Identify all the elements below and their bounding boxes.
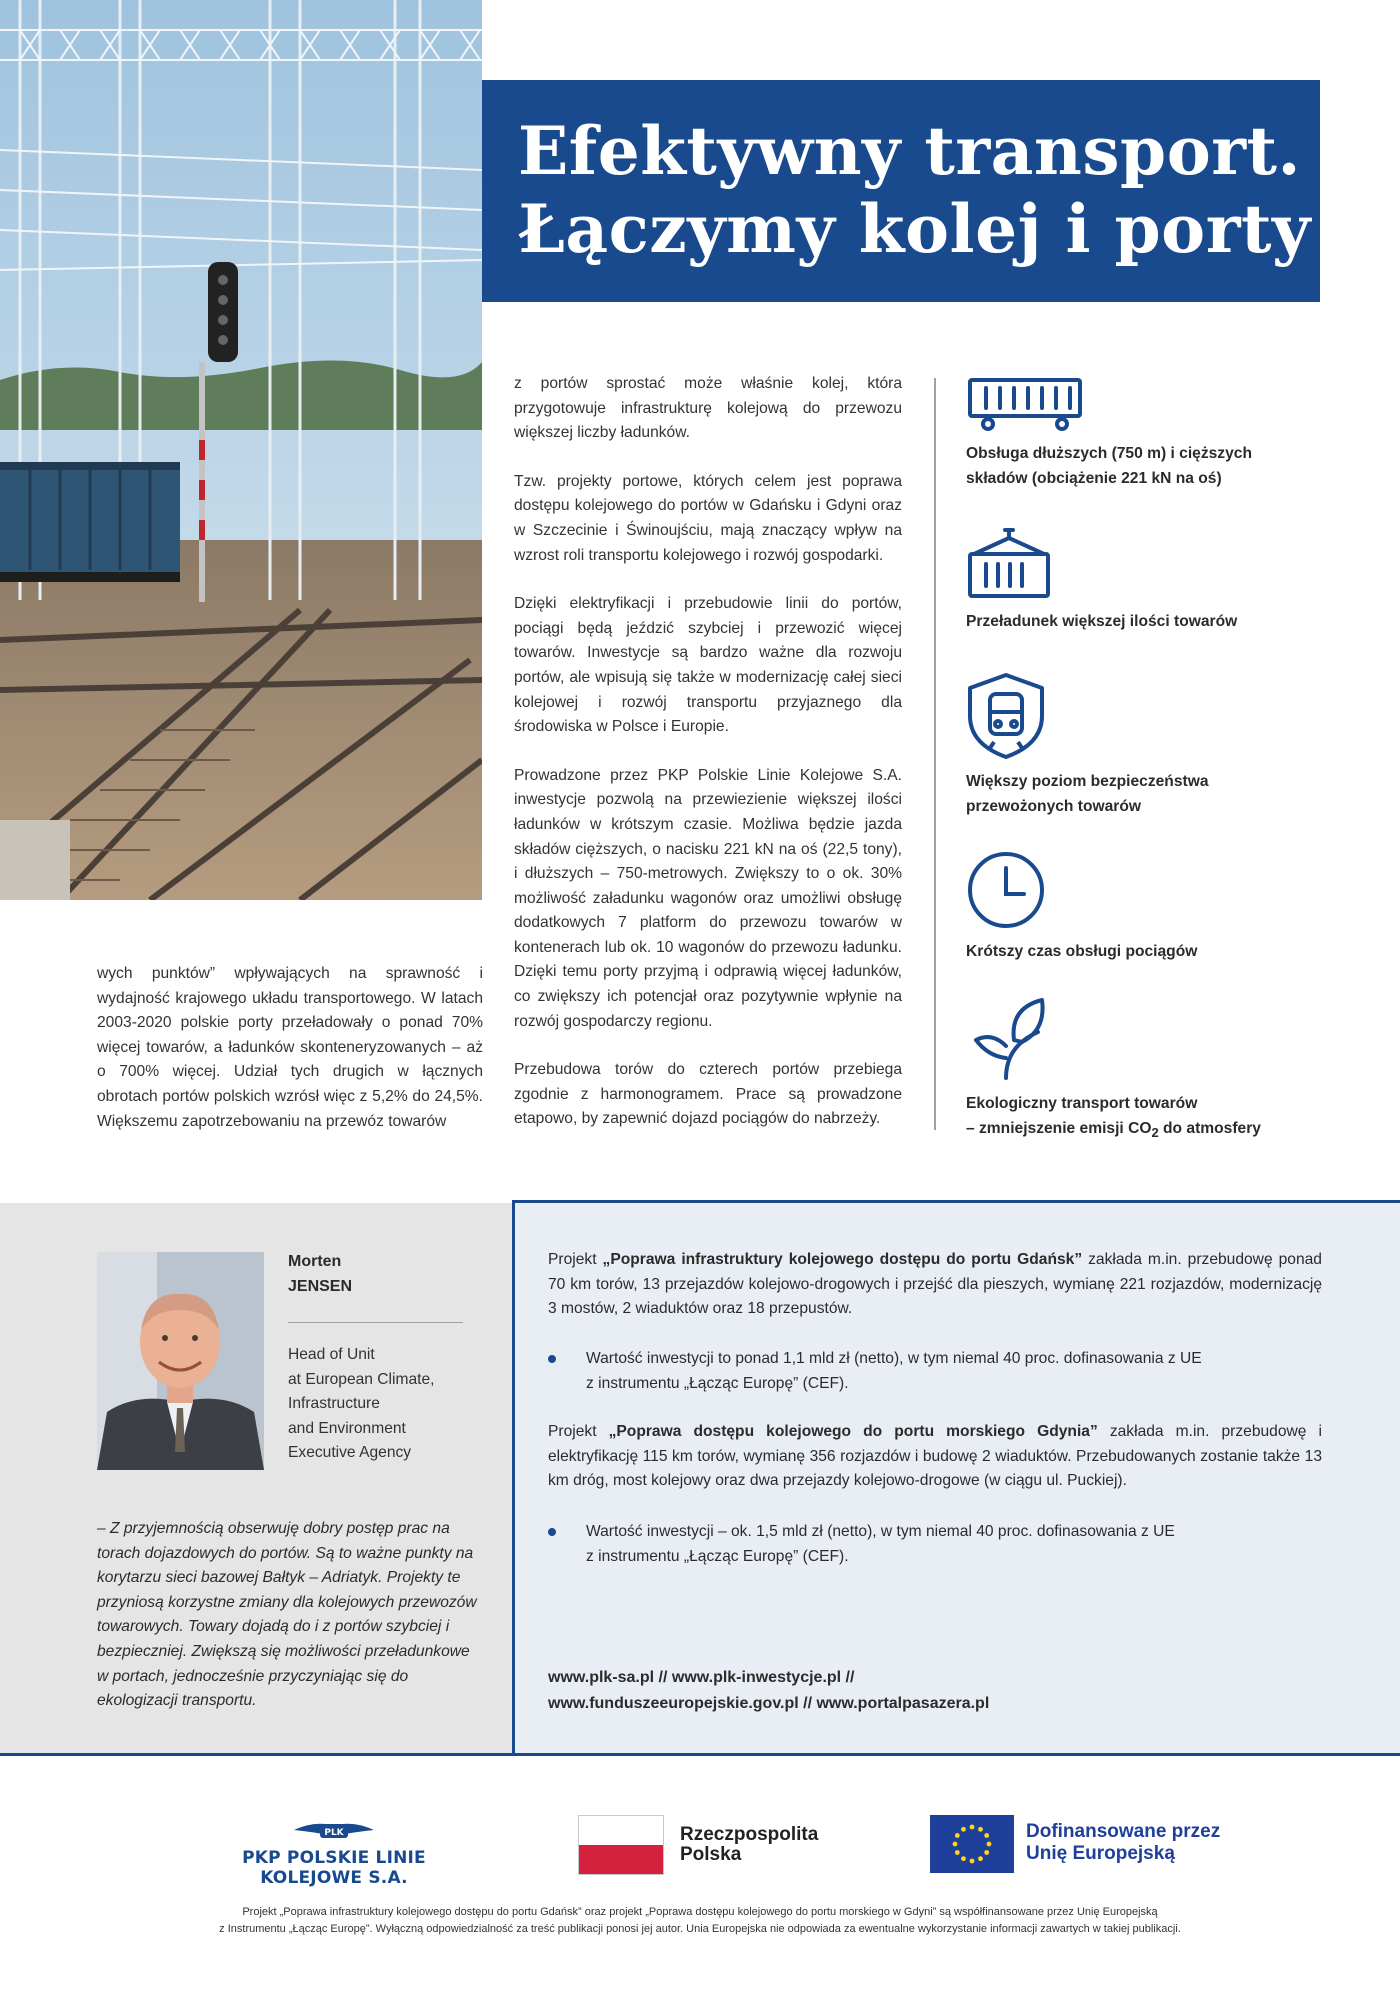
footer-line: z Instrumentu „Łącząc Europę”. Wyłączną odpowiedzialność za treść publikacji ponosi jej autor. Unia Europejska nie odpowiada za ewentualne wykorzystanie informacji zawartych w takiej publikacji. bbox=[219, 1923, 1181, 1935]
poland-logo bbox=[578, 1815, 828, 1875]
benefit-item bbox=[966, 672, 1296, 819]
footer-line: Projekt „Poprawa infrastruktury kolejowego dostępu do portu Gdańsk” oraz projekt „Poprawa dostępu kolejowego do portu morskiego w Gdyni” są współfinansowane przez Unię Europejską bbox=[242, 1906, 1158, 1918]
eu-flag-icon bbox=[930, 1815, 1014, 1873]
title-line-1: Efektywny transport. bbox=[518, 112, 1301, 190]
bullet-text: Wartość inwestycji – ok. 1,5 mld zł (netto), w tym niemal 40 proc. dofinasowania z UE bbox=[586, 1523, 1175, 1540]
article-column-left bbox=[97, 962, 483, 1158]
poland-name bbox=[680, 1825, 818, 1865]
links-line-1[interactable]: www.plk-sa.pl // www.plk-inwestycje.pl // bbox=[548, 1669, 855, 1686]
poland-name-line: Rzeczpospolita bbox=[680, 1824, 819, 1845]
role-line: Head of Unit bbox=[288, 1346, 375, 1363]
interview-quote: – Z przyjemnością obserwuję dobry postęp prac na torach dojazdowych do portów. Są to ważne punkty na korytarzu sieci bazowej Bałtyk – Adriatyk. Projekty te przyniosą korzystne zmiany dla kolejowych przewozów towarowych. Towary dojadą do i z portów szybciej i bezpieczniej. Zwiększą się możliwości przeładunkowe w portach, jednocześnie przyczyniając się do ekologizacji transportu. bbox=[97, 1520, 477, 1710]
benefit-item bbox=[966, 376, 1296, 491]
poland-name-line: Polska bbox=[680, 1844, 742, 1865]
eu-logo bbox=[930, 1815, 1250, 1873]
benefit-item bbox=[966, 528, 1296, 635]
bullet-text: z instrumentu „Łącząc Europę” (CEF). bbox=[586, 1374, 849, 1392]
eu-text-line: Unię Europejską bbox=[1026, 1843, 1175, 1864]
person-role bbox=[288, 1343, 488, 1466]
project-text: zakłada m.in. przebudowę ponad 70 km torów, 13 przejazdów kolejowo-drogowych i przejść dla pieszych, wymianę 221 rozjazdów, modernizację 3 mostów, 2 wiaduktów oraz 18 przepustów. bbox=[548, 1251, 1322, 1318]
article-column-middle bbox=[514, 372, 902, 1156]
bullet-text: z instrumentu „Łącząc Europę” (CEF). bbox=[586, 1547, 849, 1565]
railway-illustration bbox=[0, 0, 482, 900]
freight-wagon-icon bbox=[966, 376, 1084, 432]
subscript: 2 bbox=[1151, 1124, 1159, 1140]
title-banner bbox=[482, 80, 1320, 302]
project-description bbox=[548, 1420, 1322, 1494]
portrait-illustration bbox=[97, 1252, 264, 1470]
project-description bbox=[548, 1248, 1322, 1322]
benefit-label-line-2-end: do atmosfery bbox=[1158, 1119, 1261, 1137]
plk-badge-text: PLK bbox=[324, 1828, 344, 1838]
paragraph: Dzięki elektryfikacji i przebudowie linii do portów, pociągi będą jeździć szybciej i przewozić więcej towarów. Inwestycje są bardzo ważne dla rozwoju portów, ale wpisują się także w modernizację całej sieci kolejowej i rozwój transportu przyjaznego dla środowiska w Polsce i Europie. bbox=[514, 595, 902, 736]
leaf-icon bbox=[966, 996, 1048, 1082]
paragraph: wych punktów” wpływających na sprawność i wydajność krajowego układu transportowego. W latach 2003-2020 polskie porty przeładowały o ponad 70% więcej towarów, a ładunków skonteneryzowanych – aż o 700% więcej. Udział tych drugich w łącznych obrotach portów polskich wzrósł więc z 5,2% do 24,5%. Większemu zapotrzebowaniu na przewóz towarów bbox=[97, 965, 483, 1130]
bullet-text: Wartość inwestycji to ponad 1,1 mld zł (netto), w tym niemal 40 proc. dofinasowania z UE bbox=[586, 1350, 1202, 1367]
person-last-name: JENSEN bbox=[288, 1277, 353, 1295]
benefit-label bbox=[966, 1092, 1296, 1145]
website-links[interactable] bbox=[548, 1665, 989, 1716]
paragraph: z portów sprostać może właśnie kolej, która przygotowuje infrastrukturę kolejową do przewozu większej liczby ładunków. bbox=[514, 375, 902, 442]
bullet-dot bbox=[548, 1355, 556, 1363]
role-line: Infrastructure bbox=[288, 1395, 380, 1413]
column-divider bbox=[934, 378, 936, 1130]
poland-flag-icon bbox=[578, 1815, 664, 1875]
paragraph: Tzw. projekty portowe, których celem jest poprawa dostępu kolejowego do portów w Gdańsku i Gdyni oraz w Szczecinie i Świnoujściu, mają znaczący wpływ na wzrost roli transportu kolejowego i rozwój gospodarki. bbox=[514, 472, 902, 564]
benefit-label: Krótszy czas obsługi pociągów bbox=[966, 943, 1198, 960]
benefit-label-line-1: Ekologiczny transport towarów bbox=[966, 1095, 1198, 1112]
paragraph: Prowadzone przez PKP Polskie Linie Kolejowe S.A. inwestycje pozwolą na przewiezienie większej ilości ładunków w krótszym czasie. Możliwa będzie jazda składów cięższych, o nacisku 221 kN na oś (22,5 tony), i dłuższych – 750-metrowych. Zwiększy to o ok. 30% możliwość załadunku wagonów oraz umożliwi obsługę dodatkowych 7 platform do przewozu towarów w kontenerach lub ok. 10 wagonów do przewozu ładunku. Dzięki temu porty przyjmą i odprawią więcej ładunków, co zwiększy ich potencjał oraz pozytywnie wpłynie na rozwój gospodarczy regionu. bbox=[514, 766, 902, 1030]
container-icon bbox=[966, 528, 1052, 600]
divider bbox=[288, 1322, 463, 1323]
plk-name: PKP POLSKIE LINIE KOLEJOWE S.A. bbox=[242, 1848, 426, 1888]
benefit-label: Większy poziom bezpieczeństwa przewożonych towarów bbox=[966, 773, 1209, 815]
railway-photo bbox=[0, 0, 482, 900]
page-title bbox=[518, 112, 1320, 268]
benefit-item bbox=[966, 850, 1296, 965]
role-line: at European Climate, bbox=[288, 1370, 435, 1388]
shield-train-icon bbox=[966, 672, 1046, 760]
clock-icon bbox=[966, 850, 1046, 930]
benefit-label-line-2-start: – zmniejszenie emisji CO bbox=[966, 1119, 1152, 1137]
avatar bbox=[97, 1252, 264, 1470]
footer-disclaimer bbox=[120, 1904, 1280, 1938]
plk-logo bbox=[196, 1818, 472, 1888]
benefit-label: Przeładunek większej ilości towarów bbox=[966, 613, 1238, 630]
project-name: „Poprawa dostępu kolejowego do portu morskiego Gdynia” bbox=[608, 1423, 1098, 1440]
eu-text-line: Dofinansowane przez bbox=[1026, 1821, 1221, 1842]
role-line: and Environment bbox=[288, 1419, 406, 1437]
role-line: Executive Agency bbox=[288, 1444, 412, 1462]
person-first-name: Morten bbox=[288, 1253, 342, 1270]
project-text: zakłada m.in. przebudowę i elektryfikację 115 km torów, wymianę 356 rozjazdów i budowę 2 wiaduktów. Przebudowanych zostanie także 13 km dróg, most kolejowy oraz dwa przejazdy kolejowo-drogowe (w ciągu ul. Puckiej). bbox=[548, 1423, 1322, 1490]
project-bullet bbox=[548, 1347, 1268, 1396]
benefit-item bbox=[966, 996, 1296, 1145]
benefit-label: Obsługa dłuższych (750 m) i cięższych składów (obciążenie 221 kN na oś) bbox=[966, 445, 1252, 487]
project-prefix: Projekt bbox=[548, 1251, 603, 1268]
project-prefix: Projekt bbox=[548, 1423, 609, 1440]
project-name: „Poprawa infrastruktury kolejowego dostępu do portu Gdańsk” bbox=[602, 1251, 1083, 1268]
paragraph: Przebudowa torów do czterech portów przebiega zgodnie z harmonogramem. Prace są prowadzone etapowo, by zapewnić dojazd pociągów do nabrzeży. bbox=[514, 1061, 902, 1128]
plk-wings-icon bbox=[196, 1818, 472, 1848]
project-bullet bbox=[548, 1520, 1268, 1569]
person-name bbox=[288, 1250, 352, 1299]
title-line-2: Łączymy kolej i porty bbox=[518, 190, 1311, 268]
links-line-2[interactable]: www.funduszeeuropejskie.gov.pl // www.portalpasazera.pl bbox=[548, 1694, 990, 1712]
eu-funding-text bbox=[1026, 1821, 1220, 1865]
bullet-dot bbox=[548, 1528, 556, 1536]
